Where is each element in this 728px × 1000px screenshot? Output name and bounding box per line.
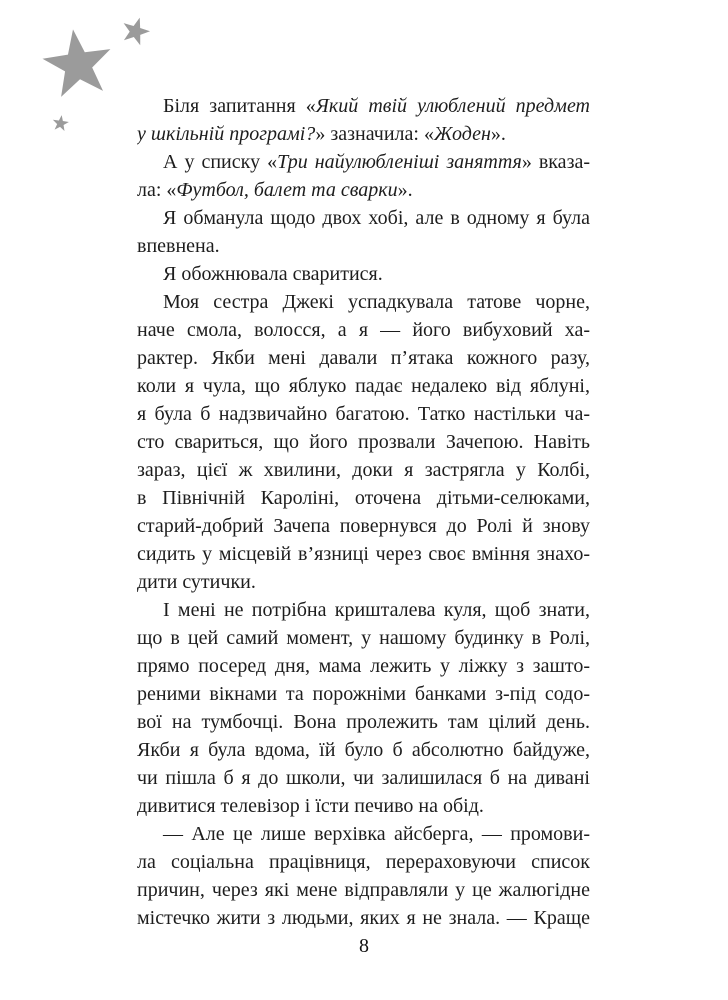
text-segment: ». <box>490 123 506 145</box>
text-segment: коли я чула, що яблуко падає недалеко від яблуні, <box>137 375 590 397</box>
text-segment: ла: « <box>137 179 177 201</box>
paragraph <box>137 148 590 204</box>
text-segment: чи пішла б я до школи, чи залишилася б на дивані <box>137 767 590 789</box>
page-number: 8 <box>359 935 369 957</box>
text-line <box>137 736 590 764</box>
text-line <box>137 820 590 848</box>
star-shape <box>52 114 70 131</box>
paragraph <box>137 204 590 260</box>
text-segment: Якби я була вдома, їй було б абсолютно байдуже, <box>137 739 590 761</box>
text-line <box>137 764 590 792</box>
text-segment: зараз, цієї ж хвилини, доки я застрягла у Колбі, <box>137 459 590 481</box>
text-segment: що в цей самий момент, у нашому будинку в Ролі, <box>137 627 590 649</box>
text-line <box>137 428 590 456</box>
paragraph <box>137 260 590 288</box>
text-segment: наче смола, волосся, а я — його вибуховий ха- <box>137 319 590 341</box>
text-segment: І мені не потрібна кришталева куля, щоб знати, <box>163 599 590 621</box>
text-segment: старий-добрий Зачепа повернувся до Ролі й знову <box>137 515 590 537</box>
text-line <box>137 232 590 260</box>
text-line <box>137 876 590 904</box>
text-segment: дити сутички. <box>137 571 256 593</box>
tiny-star-icon <box>51 114 70 133</box>
text-segment: дивитися телевізор і їсти печиво на обід. <box>137 795 484 817</box>
text-segment: Біля запитання « <box>163 95 316 117</box>
paragraph <box>137 596 590 820</box>
text-segment: впевнена. <box>137 235 220 257</box>
text-segment: причин, через які мене відправляли у це жалюгідне <box>137 879 590 901</box>
text-line <box>137 148 590 176</box>
paragraph <box>137 820 590 932</box>
text-segment: ». <box>397 179 413 201</box>
text-segment: сидить у місцевій в’язниці через своє вміння знахо- <box>137 543 590 565</box>
text-segment: » вказа- <box>521 151 590 173</box>
text-segment: » зазначила: « <box>315 123 434 145</box>
text-segment: сто свариться, що його прозвали Зачепою. Навіть <box>137 431 590 453</box>
paragraph <box>137 92 590 148</box>
text-segment: вої на тумбочці. Вона пролежить там цілий день. <box>137 711 590 733</box>
text-line <box>137 512 590 540</box>
italic-text-segment: Три найулюбленіші заняття <box>277 151 522 173</box>
text-segment: Моя сестра Джекі успадкувала татове чорне, <box>163 291 590 313</box>
text-line <box>137 792 590 820</box>
text-line <box>137 484 590 512</box>
text-line <box>137 904 590 932</box>
text-segment: — Але це лише верхівка айсберга, — промови- <box>163 823 590 845</box>
text-segment: ла соціальна працівниця, перераховуючи список <box>137 851 590 873</box>
text-line <box>137 596 590 624</box>
text-line <box>137 652 590 680</box>
text-line <box>137 92 590 120</box>
text-line <box>137 176 590 204</box>
text-segment: містечко жити з людьми, яких я не знала. — Краще <box>137 907 590 929</box>
medium-star-icon <box>117 13 153 49</box>
text-segment: я була б надзвичайно багатою. Татко настільки ча- <box>137 403 590 425</box>
text-line <box>137 680 590 708</box>
italic-text-segment: у шкільній програмі? <box>137 123 316 145</box>
star-shape <box>119 14 153 47</box>
text-segment: реними вікнами та порожніми банками з-під содо- <box>137 683 590 705</box>
text-line <box>137 260 590 288</box>
text-line <box>137 316 590 344</box>
text-line <box>137 568 590 596</box>
text-segment: в Північній Кароліні, оточена дітьми-селюками, <box>137 487 590 509</box>
text-line <box>137 456 590 484</box>
text-segment: прямо посеред дня, мама лежить у ліжку з зашто- <box>137 655 590 677</box>
text-line <box>137 372 590 400</box>
italic-text-segment: Жоден <box>433 123 491 145</box>
paragraph <box>137 288 590 596</box>
star-shape <box>39 25 116 99</box>
text-block <box>137 92 590 932</box>
text-line <box>137 120 590 148</box>
text-line <box>137 400 590 428</box>
text-line <box>137 540 590 568</box>
text-segment: Я обожнювала сваритися. <box>163 263 383 285</box>
italic-text-segment: Футбол, балет та сварки <box>176 179 398 201</box>
text-line <box>137 204 590 232</box>
text-segment: рактер. Якби мені давали п’ятака кожного разу, <box>137 347 590 369</box>
text-line <box>137 288 590 316</box>
text-segment: Я обманула щодо двох хобі, але в одному я була <box>163 207 590 229</box>
italic-text-segment: Який твій улюблений предмет <box>315 95 590 117</box>
large-star-icon <box>37 24 118 105</box>
text-line <box>137 708 590 736</box>
text-line <box>137 848 590 876</box>
text-segment: А у списку « <box>163 151 278 173</box>
text-line <box>137 624 590 652</box>
text-line <box>137 344 590 372</box>
